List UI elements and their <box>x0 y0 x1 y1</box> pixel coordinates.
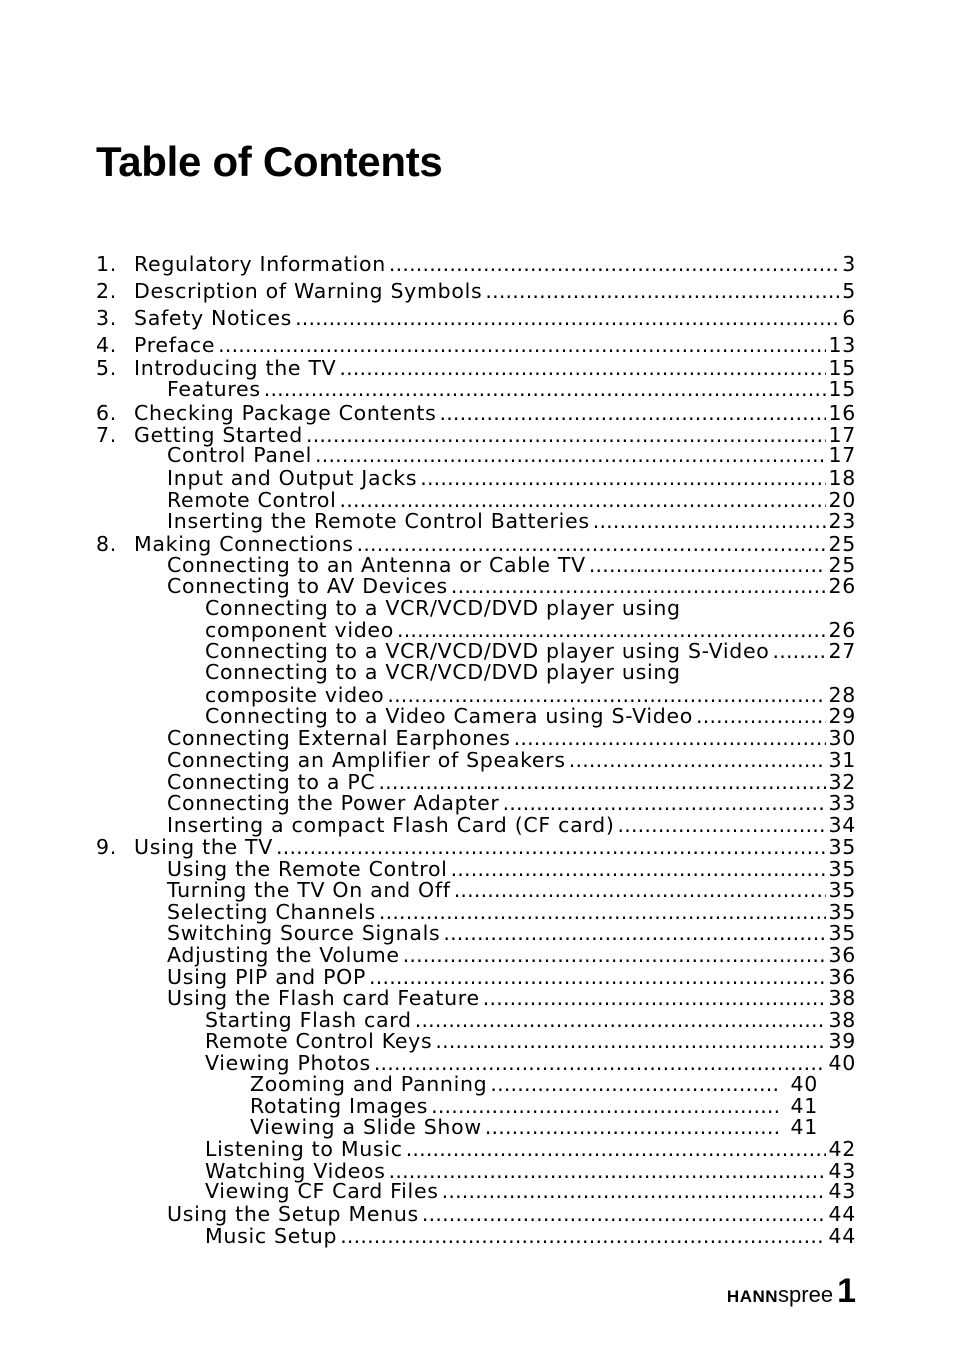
toc-entry-page: 13 <box>828 333 856 357</box>
dot-leader <box>485 279 839 303</box>
dot-leader <box>218 333 825 357</box>
toc-entry-page: 43 <box>828 1179 856 1203</box>
dot-leader <box>503 791 826 815</box>
toc-entry-label: Connecting an Amplifier of Speakers <box>167 748 566 772</box>
toc-entry[interactable] <box>96 704 856 728</box>
toc-entry-page: 27 <box>828 639 856 663</box>
toc-entry-label: Viewing Photos <box>205 1051 371 1075</box>
toc-entry-page: 38 <box>828 986 856 1010</box>
dot-leader <box>514 726 826 750</box>
toc-entry-page: 35 <box>828 878 856 902</box>
toc-entry[interactable] <box>96 306 856 330</box>
toc-entry-label: Safety Notices <box>134 306 293 330</box>
dot-leader <box>264 377 826 401</box>
dot-leader <box>420 466 825 490</box>
toc-entry-number: 5. <box>96 356 117 380</box>
toc-entry[interactable] <box>96 943 856 967</box>
toc-entry-page: 6 <box>842 306 856 330</box>
toc-entry-label: Connecting External Earphones <box>167 726 511 750</box>
dot-leader <box>485 1115 778 1139</box>
page-title: Table of Contents <box>96 138 443 185</box>
toc-entry[interactable] <box>96 1029 856 1053</box>
toc-entry[interactable] <box>96 986 856 1010</box>
dot-leader <box>315 443 825 467</box>
toc-entry-label: Input and Output Jacks <box>167 466 418 490</box>
toc-entry[interactable] <box>96 1224 856 1248</box>
toc-entry-page: 36 <box>828 965 856 989</box>
toc-entry[interactable] <box>96 574 856 598</box>
dot-leader <box>442 1179 826 1203</box>
toc-entry-label: Using PIP and POP <box>167 965 367 989</box>
dot-leader <box>295 306 839 330</box>
toc-entry-page: 31 <box>828 748 856 772</box>
toc-entry[interactable] <box>96 1179 856 1203</box>
toc-entry-label: Viewing a Slide Show <box>250 1115 482 1139</box>
toc-entry-page: 23 <box>828 509 856 533</box>
toc-entry-label: Making Connections <box>134 532 354 556</box>
toc-entry-page: 34 <box>828 813 856 837</box>
dot-leader <box>483 986 826 1010</box>
toc-entry-label: Connecting to an Antenna or Cable TV <box>167 553 586 577</box>
dot-leader <box>276 835 825 859</box>
toc-entry-page: 39 <box>828 1029 856 1053</box>
toc-entry-page: 17 <box>828 423 856 447</box>
dot-leader <box>454 878 826 902</box>
toc-entry-label: Selecting Channels <box>167 900 376 924</box>
toc-entry-label: Connecting to a VCR/VCD/DVD player using <box>205 660 681 684</box>
toc-entry-label: Listening to Music <box>205 1137 403 1161</box>
toc-entry-page: 36 <box>828 943 856 967</box>
toc-entry-page: 5 <box>842 279 856 303</box>
dot-leader <box>389 252 839 276</box>
toc-entry-number: 3. <box>96 306 117 330</box>
toc-entry-label: Using the Setup Menus <box>167 1202 419 1226</box>
dot-leader <box>406 1137 826 1161</box>
toc-entry[interactable] <box>96 726 856 750</box>
toc-entry-label: Remote Control Keys <box>205 1029 433 1053</box>
dot-leader <box>403 943 826 967</box>
toc-entry-label: Music Setup <box>205 1224 338 1248</box>
brand-footer <box>727 1272 856 1312</box>
toc-entry-label: Adjusting the Volume <box>167 943 400 967</box>
toc-entry-page: 15 <box>828 377 856 401</box>
toc-entry-page: 16 <box>828 401 856 425</box>
toc-entry-page: 35 <box>828 921 856 945</box>
toc-entry[interactable] <box>96 835 856 859</box>
toc-entry-label: Checking Package Contents <box>134 401 437 425</box>
toc-entry-page: 41 <box>790 1115 818 1139</box>
toc-entry-page: 25 <box>828 553 856 577</box>
toc-entry-label: Using the Flash card Feature <box>167 986 480 1010</box>
toc-entry-number: 1. <box>96 252 117 276</box>
toc-entry-page: 26 <box>828 574 856 598</box>
toc-entry[interactable] <box>96 1115 856 1139</box>
dot-leader <box>435 1029 825 1053</box>
toc-entry-page: 25 <box>828 532 856 556</box>
toc-entry-page: 35 <box>828 835 856 859</box>
toc-entry-number: 2. <box>96 279 117 303</box>
dot-leader <box>340 1224 825 1248</box>
dot-leader <box>490 1072 777 1096</box>
toc-entry-page: 35 <box>828 900 856 924</box>
toc-entry-page: 3 <box>842 252 856 276</box>
toc-entry-page: 35 <box>828 857 856 881</box>
toc-entry-number: 7. <box>96 423 117 447</box>
brand-logo-light: spree <box>778 1282 834 1307</box>
toc-entry[interactable] <box>96 279 856 303</box>
toc-entry-page: 44 <box>828 1224 856 1248</box>
dot-leader <box>618 813 826 837</box>
toc-entry-page: 20 <box>828 488 856 512</box>
toc-entry[interactable] <box>96 401 856 425</box>
toc-entry-page: 44 <box>828 1202 856 1226</box>
toc-entry-label: Connecting the Power Adapter <box>167 791 500 815</box>
page-number: 1 <box>837 1272 856 1310</box>
toc-entry-page: 26 <box>828 618 856 642</box>
toc-entry-label: Using the Remote Control <box>167 857 448 881</box>
dot-leader <box>422 1202 826 1226</box>
toc-entry-page: 15 <box>828 356 856 380</box>
toc-entry-page: 43 <box>828 1159 856 1183</box>
toc-entry[interactable] <box>96 333 856 357</box>
toc-entry-label: Introducing the TV <box>134 356 337 380</box>
toc-entry-page: 18 <box>828 466 856 490</box>
toc-entry-label: Viewing CF Card Files <box>205 1179 439 1203</box>
toc-entry-label: Zooming and Panning <box>250 1072 488 1096</box>
toc-entry-label: Description of Warning Symbols <box>134 279 483 303</box>
toc-entry-label: Regulatory Information <box>134 252 386 276</box>
toc-entry[interactable] <box>96 660 856 684</box>
toc-entry-label: Connecting to a Video Camera using S-Video <box>205 704 694 728</box>
toc-entry-label: component video <box>205 618 394 642</box>
toc-entry[interactable] <box>96 443 856 467</box>
toc-entry-page: 29 <box>828 704 856 728</box>
toc-entry[interactable] <box>96 252 856 276</box>
toc-entry-number: 6. <box>96 401 117 425</box>
dot-leader <box>696 704 825 728</box>
toc-entry-label: Inserting a compact Flash Card (CF card) <box>167 813 615 837</box>
toc-entry-label: Preface <box>134 333 216 357</box>
toc-entry-label: Inserting the Remote Control Batteries <box>167 509 590 533</box>
toc-entry-label: Rotating Images <box>250 1094 429 1118</box>
toc-entry-label: Watching Videos <box>205 1159 386 1183</box>
toc-entry-label: Connecting to a PC <box>167 770 376 794</box>
toc-entry-label: Connecting to a VCR/VCD/DVD player using <box>205 596 681 620</box>
dot-leader <box>443 921 825 945</box>
toc-entry[interactable] <box>96 466 856 490</box>
dot-leader <box>451 574 826 598</box>
toc-entry[interactable] <box>96 878 856 902</box>
toc-entry-page: 17 <box>828 443 856 467</box>
toc-entry-label: Turning the TV On and Off <box>167 878 451 902</box>
toc-entry-label: Connecting to AV Devices <box>167 574 448 598</box>
dot-leader <box>569 748 826 772</box>
toc-entry-label: Control Panel <box>167 443 313 467</box>
toc-entry-page: 32 <box>828 770 856 794</box>
toc-entry-number: 9. <box>96 835 117 859</box>
toc-entry-page: 38 <box>828 1008 856 1032</box>
toc-entry-page: 40 <box>828 1051 856 1075</box>
toc-entry-page: 28 <box>828 683 856 707</box>
toc-entry[interactable] <box>96 748 856 772</box>
brand-logo-bold: HANN <box>726 1287 779 1306</box>
toc-entry-number: 4. <box>96 333 117 357</box>
toc-entry[interactable] <box>96 1137 856 1161</box>
toc-entry[interactable] <box>96 1072 856 1096</box>
toc-entry[interactable] <box>96 596 856 620</box>
toc-entry-page: 42 <box>828 1137 856 1161</box>
dot-leader <box>593 509 826 533</box>
toc-entry[interactable] <box>96 921 856 945</box>
toc-entry-label: Switching Source Signals <box>167 921 441 945</box>
toc-entry-label: Remote Control <box>167 488 337 512</box>
toc-entry-number: 8. <box>96 532 117 556</box>
dot-leader <box>439 401 825 425</box>
toc-entry-page: 40 <box>790 1072 818 1096</box>
toc-entry[interactable] <box>96 813 856 837</box>
toc-entry-label: Using the TV <box>134 835 274 859</box>
toc-entry-page: 41 <box>790 1094 818 1118</box>
toc-entry-label: Getting Started <box>134 423 303 447</box>
toc-entry-label: Features <box>167 377 261 401</box>
toc-entry[interactable] <box>96 791 856 815</box>
toc-entry-label: composite video <box>205 683 385 707</box>
toc-entry[interactable] <box>96 1202 856 1226</box>
toc-entry-label: Starting Flash card <box>205 1008 412 1032</box>
toc-entry[interactable] <box>96 377 856 401</box>
toc-entry-page: 30 <box>828 726 856 750</box>
toc-entry[interactable] <box>96 509 856 533</box>
toc-entry-page: 33 <box>828 791 856 815</box>
toc-entry-label: Connecting to a VCR/VCD/DVD player using S-Video <box>205 639 770 663</box>
